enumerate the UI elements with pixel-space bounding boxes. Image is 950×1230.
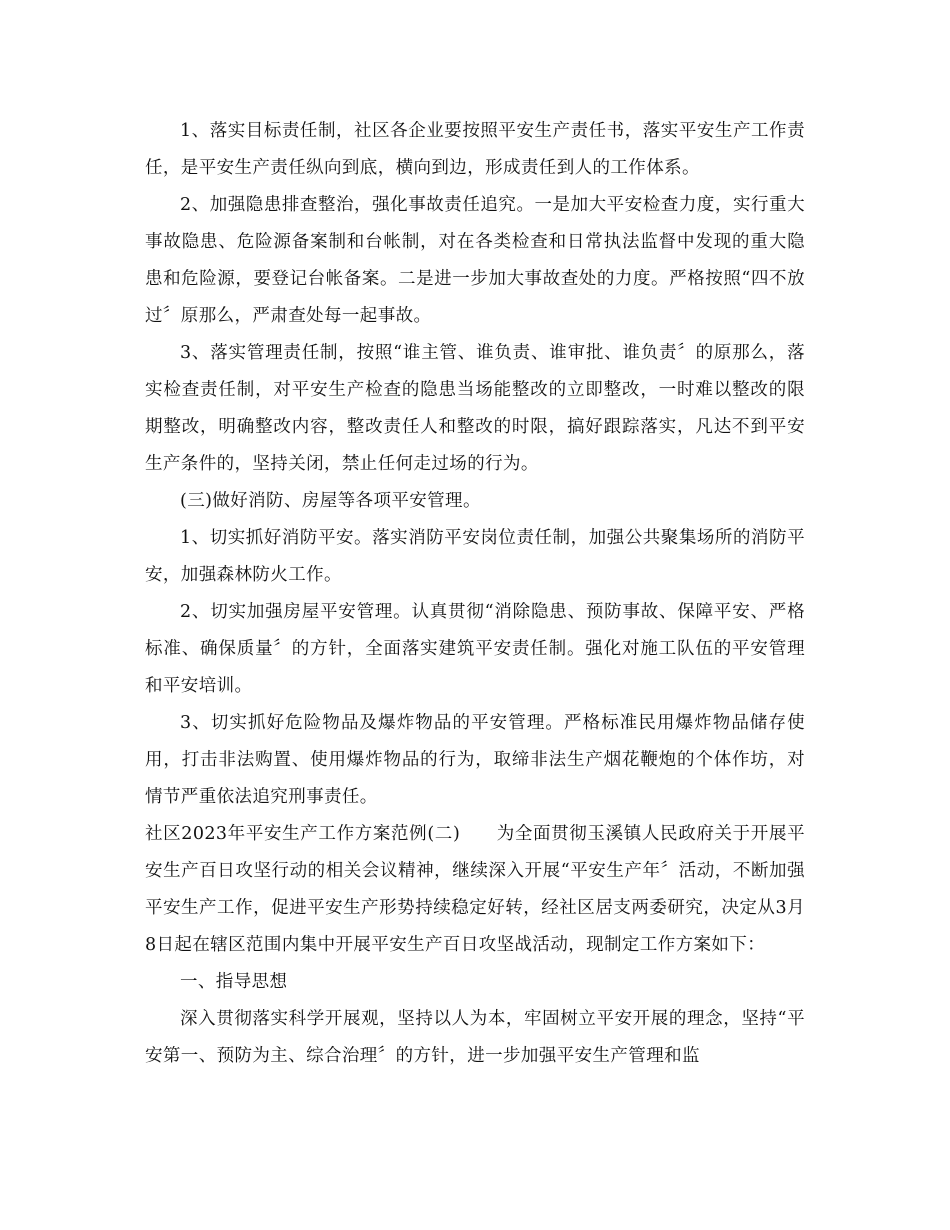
paragraph-hazard-inspection: 2、加强隐患排查整治，强化事故责任追究。一是加大平安检查力度，实行重大事故隐患、危险源备案制和台帐制，对在各类检查和日常执法监督中发现的重大隐患和危险源，要登记台帐备案。二是进一步加大事故查处的力度。严格按照“四不放过〞原那么，严肃查处每一起事故。 (145, 195, 805, 326)
paragraph-fire-safety: 1、切实抓好消防平安。落实消防平安岗位责任制，加强公共聚集场所的消防平安，加强森林防火工作。 (145, 528, 805, 585)
paragraph-plan-example-two: 社区2023年平安生产工作方案范例(二) 为全面贯彻玉溪镇人民政府关于开展平安生产百日攻坚行动的相关会议精神，继续深入开展“平安生产年〞活动，不断加强平安生产工作，促进平安生产形势持续稳定好转，经社区居支两委研究，决定从3月8日起在辖区范围内集中开展平安生产百日攻坚战活动，现制定工作方案如下： (145, 824, 805, 955)
paragraph-target-responsibility: 1、落实目标责任制，社区各企业要按照平安生产责任书，落实平安生产工作责任，是平安生产责任纵向到底，横向到边，形成责任到人的工作体系。 (145, 121, 805, 178)
paragraph-hazardous-materials: 3、切实抓好危险物品及爆炸物品的平安管理。严格标准民用爆炸物品储存使用，打击非法购置、使用爆炸物品的行为，取缔非法生产烟花鞭炮的个体作坊，对情节严重依法追究刑事责任。 (145, 713, 805, 807)
document-body (145, 113, 805, 1075)
paragraph-housing-safety: 2、切实加强房屋平安管理。认真贯彻“消除隐患、预防事故、保障平安、严格标准、确保质量〞的方针，全面落实建筑平安责任制。强化对施工队伍的平安管理和平安培训。 (145, 602, 805, 696)
section-heading-fire-housing: (三)做好消防、房屋等各项平安管理。 (180, 491, 481, 511)
paragraph-management-responsibility: 3、落实管理责任制，按照“谁主管、谁负责、谁审批、谁负责〞的原那么，落实检查责任制，对平安生产检查的隐患当场能整改的立即整改，一时难以整改的限期整改，明确整改内容，整改责任人和整改的时限，搞好跟踪落实，凡达不到平安生产条件的，坚持关闭，禁止任何走过场的行为。 (145, 343, 805, 474)
paragraph-guiding-ideology: 深入贯彻落实科学开展观，坚持以人为本，牢固树立平安开展的理念，坚持“平安第一、预防为主、综合治理〞的方针，进一步加强平安生产管理和监 (145, 1009, 805, 1066)
section-heading-guiding-ideology: 一、指导思想 (180, 972, 288, 992)
